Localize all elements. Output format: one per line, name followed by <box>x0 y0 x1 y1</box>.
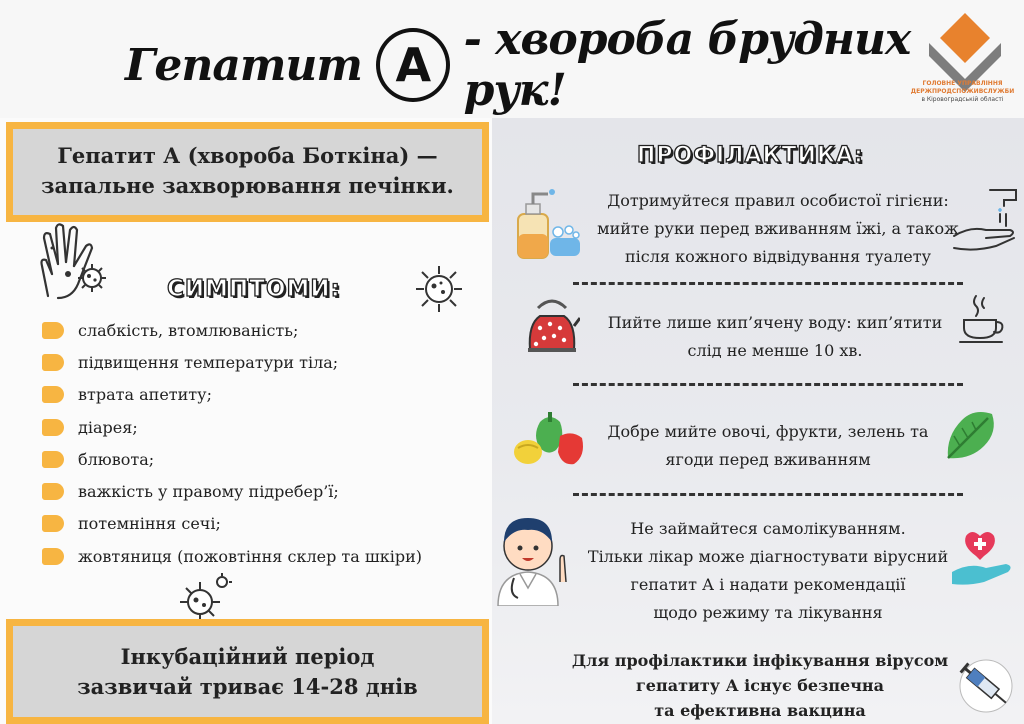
tip-line: Не займайтеся самолікуванням. <box>630 519 906 538</box>
symptom-text: втрата апетиту; <box>78 385 212 405</box>
symptoms-title: СИМПТОМИ: <box>167 276 341 302</box>
prevention-title: ПРОФІЛАКТИКА: <box>637 143 864 168</box>
tea-cup-icon <box>958 292 1008 348</box>
virus-icon <box>176 572 232 624</box>
soap-icon <box>514 186 584 262</box>
hand-washing-icon <box>950 186 1022 256</box>
title-left: Гепатит <box>125 39 362 91</box>
symptom-item <box>42 443 422 475</box>
symptom-text: діарея; <box>78 417 138 437</box>
tip-vaccine <box>560 648 960 723</box>
tip-line: та ефективна вакцина <box>654 701 866 720</box>
heart-hand-icon <box>950 528 1016 590</box>
tip-line: гепатиту А існує безпечна <box>636 676 884 695</box>
symptom-text: слабкість, втомлюваність; <box>78 320 299 340</box>
tip-line: Пийте лише кип’ячену воду: кип’ятити <box>607 313 943 332</box>
symptom-text: потемніння сечі; <box>78 514 221 534</box>
kettle-icon <box>524 296 580 354</box>
bullet-tag-icon <box>42 322 64 339</box>
divider <box>573 383 963 386</box>
tip-line: щодо режиму та лікування <box>653 603 883 622</box>
bullet-tag-icon <box>42 483 64 500</box>
symptom-text: важкість у правому підребер’ї; <box>78 482 339 502</box>
tip-line: ягоди перед вживанням <box>665 450 871 469</box>
symptom-item <box>42 346 422 378</box>
divider <box>573 282 963 285</box>
symptoms-list <box>42 314 422 572</box>
tip-no-self-medication <box>578 515 958 627</box>
tip-line: мийте руки перед вживанням їжі, а також <box>597 219 959 238</box>
bullet-tag-icon <box>42 451 64 468</box>
tip-line: після кожного відвідування туалету <box>625 247 931 266</box>
incubation-line1: Інкубаційний період <box>120 644 375 669</box>
bullet-tag-icon <box>42 419 64 436</box>
tip-hygiene <box>588 187 968 271</box>
tip-line: Тільки лікар може діагностувати вірусний <box>587 547 949 566</box>
title-right: - хвороба брудних рук! <box>463 14 911 116</box>
bullet-tag-icon <box>42 515 64 532</box>
logo-line1: ГОЛОВНЕ УПРАВЛІННЯ <box>922 80 1003 87</box>
tip-line: гепатит А і надати рекомендації <box>630 575 906 594</box>
logo-text <box>905 80 1020 104</box>
title-letter-circle: А <box>376 28 450 102</box>
header <box>0 0 1024 118</box>
symptom-text: підвищення температури тіла; <box>78 352 339 372</box>
virus-icon <box>412 262 466 316</box>
symptom-item <box>42 379 422 411</box>
symptom-item <box>42 411 422 443</box>
symptom-item <box>42 508 422 540</box>
tip-line: слід не менше 10 хв. <box>687 341 863 360</box>
bullet-tag-icon <box>42 548 64 565</box>
logo-line3: в Кіровоградській області <box>921 96 1004 103</box>
bullet-tag-icon <box>42 386 64 403</box>
definition-line2: запальне захворювання печінки. <box>41 173 454 198</box>
definition-line1: Гепатит А (хвороба Боткіна) — <box>57 143 438 168</box>
syringe-icon <box>952 652 1018 714</box>
doctor-icon <box>484 502 574 606</box>
divider <box>573 493 963 496</box>
logo-line2: ДЕРЖПРОДСПОЖИВСЛУЖБИ <box>910 88 1015 95</box>
symptom-item <box>42 540 422 572</box>
incubation-line2: зазвичай триває 14-28 днів <box>77 674 418 699</box>
hand-virus-icon <box>28 218 118 302</box>
symptom-item <box>42 475 422 507</box>
lettuce-icon <box>940 406 1000 466</box>
tip-line: Дотримуйтеся правил особистої гігієни: <box>607 191 949 210</box>
tip-line: Для профілактики інфікування вірусом <box>571 651 949 670</box>
symptom-item <box>42 314 422 346</box>
symptom-text: жовтяниця (пожовтіння склер та шкіри) <box>78 546 423 566</box>
page-title <box>125 14 1024 116</box>
tip-boiled-water <box>590 309 960 365</box>
tip-line: Добре мийте овочі, фрукти, зелень та <box>607 422 929 441</box>
tip-wash-produce <box>590 418 946 474</box>
incubation-box <box>6 619 489 724</box>
bullet-tag-icon <box>42 354 64 371</box>
symptom-text: блювота; <box>78 449 155 469</box>
definition-box <box>6 122 489 222</box>
vegetables-icon <box>512 408 588 468</box>
